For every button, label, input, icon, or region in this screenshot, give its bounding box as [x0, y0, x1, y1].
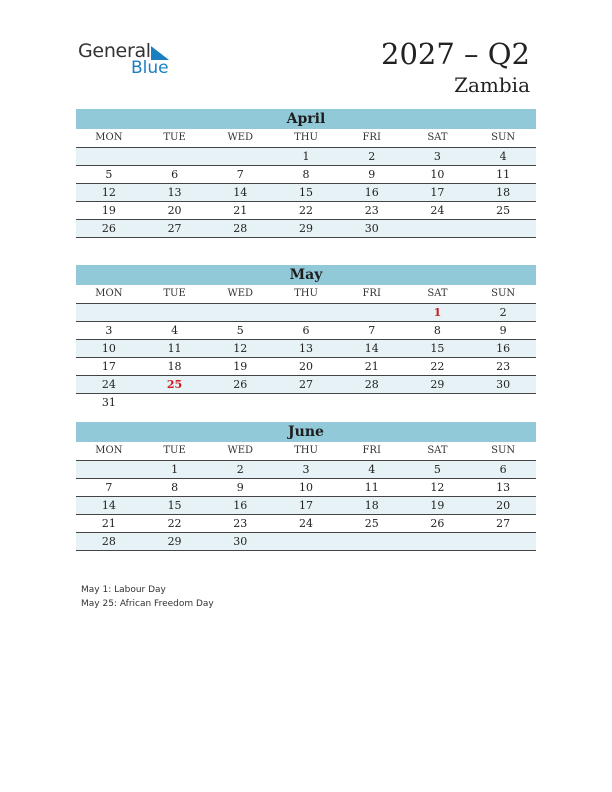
- day-cell: 1: [405, 304, 471, 322]
- day-cell: 14: [207, 184, 273, 202]
- weekday-header: WED: [207, 442, 273, 461]
- day-cell: 11: [142, 340, 208, 358]
- day-cell: 23: [339, 202, 405, 220]
- day-cell: 2: [470, 304, 536, 322]
- holiday-note: May 1: Labour Day: [81, 585, 166, 595]
- day-cell: 13: [142, 184, 208, 202]
- day-cell: 8: [405, 322, 471, 340]
- day-cell: 7: [207, 166, 273, 184]
- day-cell: 16: [339, 184, 405, 202]
- day-cell: 11: [470, 166, 536, 184]
- weekday-header: WED: [207, 129, 273, 148]
- day-cell: 2: [339, 148, 405, 166]
- day-cell: 24: [273, 515, 339, 533]
- empty-day-cell: [470, 394, 536, 411]
- day-cell: 28: [207, 220, 273, 238]
- weekday-header: SUN: [470, 442, 536, 461]
- weekday-header: THU: [273, 442, 339, 461]
- empty-day-cell: [207, 394, 273, 411]
- day-cell: 29: [405, 376, 471, 394]
- day-cell: 21: [339, 358, 405, 376]
- day-cell: 13: [273, 340, 339, 358]
- day-cell: 17: [273, 497, 339, 515]
- empty-day-cell: [207, 304, 273, 322]
- day-cell: 26: [76, 220, 142, 238]
- day-cell: 23: [207, 515, 273, 533]
- weekday-header: THU: [273, 285, 339, 304]
- day-cell: 16: [207, 497, 273, 515]
- day-cell: 30: [470, 376, 536, 394]
- empty-day-cell: [273, 533, 339, 551]
- month-calendar-june: [76, 422, 536, 551]
- day-cell: 26: [405, 515, 471, 533]
- empty-day-cell: [76, 461, 142, 479]
- empty-day-cell: [76, 304, 142, 322]
- day-cell: 30: [207, 533, 273, 551]
- day-cell: 3: [273, 461, 339, 479]
- day-cell: 2: [207, 461, 273, 479]
- day-cell: 29: [273, 220, 339, 238]
- day-cell: 8: [273, 166, 339, 184]
- logo-general-text: General: [78, 40, 151, 62]
- holiday-notes: [81, 583, 214, 611]
- day-cell: 8: [142, 479, 208, 497]
- empty-day-cell: [339, 304, 405, 322]
- day-cell: 11: [339, 479, 405, 497]
- day-grid: [76, 129, 536, 238]
- day-cell: 9: [207, 479, 273, 497]
- month-name: May: [76, 265, 536, 285]
- empty-day-cell: [339, 394, 405, 411]
- empty-day-cell: [405, 394, 471, 411]
- day-cell: 29: [142, 533, 208, 551]
- day-cell: 4: [142, 322, 208, 340]
- generalblue-logo: [78, 40, 178, 80]
- day-cell: 7: [76, 479, 142, 497]
- country-name: Zambia: [454, 73, 530, 97]
- day-cell: 18: [339, 497, 405, 515]
- day-cell: 24: [76, 376, 142, 394]
- day-cell: 6: [470, 461, 536, 479]
- day-cell: 18: [470, 184, 536, 202]
- day-cell: 1: [273, 148, 339, 166]
- day-grid: [76, 285, 536, 411]
- empty-day-cell: [273, 304, 339, 322]
- day-cell: 3: [76, 322, 142, 340]
- month-calendar-may: [76, 265, 536, 411]
- weekday-header: TUE: [142, 442, 208, 461]
- day-cell: 12: [76, 184, 142, 202]
- empty-day-cell: [207, 148, 273, 166]
- day-cell: 9: [339, 166, 405, 184]
- holiday-note: May 25: African Freedom Day: [81, 599, 214, 609]
- day-cell: 19: [76, 202, 142, 220]
- empty-day-cell: [142, 304, 208, 322]
- day-cell: 9: [470, 322, 536, 340]
- day-cell: 20: [273, 358, 339, 376]
- day-cell: 10: [273, 479, 339, 497]
- day-cell: 13: [470, 479, 536, 497]
- empty-day-cell: [142, 148, 208, 166]
- day-cell: 27: [273, 376, 339, 394]
- weekday-header: THU: [273, 129, 339, 148]
- day-cell: 27: [470, 515, 536, 533]
- day-cell: 16: [470, 340, 536, 358]
- day-cell: 21: [76, 515, 142, 533]
- empty-day-cell: [273, 394, 339, 411]
- weekday-header: MON: [76, 129, 142, 148]
- day-cell: 6: [142, 166, 208, 184]
- day-cell: 6: [273, 322, 339, 340]
- day-cell: 30: [339, 220, 405, 238]
- day-cell: 4: [470, 148, 536, 166]
- day-cell: 20: [470, 497, 536, 515]
- month-calendar-april: [76, 109, 536, 238]
- page-title: 2027 – Q2: [381, 37, 530, 71]
- empty-day-cell: [76, 148, 142, 166]
- empty-day-cell: [142, 394, 208, 411]
- day-cell: 3: [405, 148, 471, 166]
- day-cell: 20: [142, 202, 208, 220]
- day-cell: 17: [76, 358, 142, 376]
- day-cell: 12: [207, 340, 273, 358]
- weekday-header: WED: [207, 285, 273, 304]
- weekday-header: TUE: [142, 285, 208, 304]
- day-cell: 5: [207, 322, 273, 340]
- day-cell: 19: [405, 497, 471, 515]
- weekday-header: FRI: [339, 285, 405, 304]
- day-cell: 25: [470, 202, 536, 220]
- empty-day-cell: [405, 220, 471, 238]
- logo-blue-text: Blue: [131, 58, 169, 78]
- day-cell: 28: [76, 533, 142, 551]
- day-cell: 28: [339, 376, 405, 394]
- weekday-header: SUN: [470, 285, 536, 304]
- day-cell: 27: [142, 220, 208, 238]
- empty-day-cell: [470, 533, 536, 551]
- day-cell: 18: [142, 358, 208, 376]
- weekday-header: MON: [76, 285, 142, 304]
- weekday-header: SAT: [405, 129, 471, 148]
- day-cell: 7: [339, 322, 405, 340]
- weekday-header: SAT: [405, 285, 471, 304]
- day-cell: 15: [142, 497, 208, 515]
- weekday-header: FRI: [339, 442, 405, 461]
- day-cell: 1: [142, 461, 208, 479]
- day-cell: 17: [405, 184, 471, 202]
- month-name: June: [76, 422, 536, 442]
- weekday-header: SUN: [470, 129, 536, 148]
- day-cell: 22: [142, 515, 208, 533]
- day-cell: 10: [405, 166, 471, 184]
- month-name: April: [76, 109, 536, 129]
- day-cell: 12: [405, 479, 471, 497]
- weekday-header: TUE: [142, 129, 208, 148]
- day-cell: 5: [405, 461, 471, 479]
- day-cell: 25: [142, 376, 208, 394]
- day-cell: 21: [207, 202, 273, 220]
- day-cell: 10: [76, 340, 142, 358]
- day-cell: 23: [470, 358, 536, 376]
- weekday-header: FRI: [339, 129, 405, 148]
- day-cell: 31: [101, 396, 116, 409]
- day-cell: 15: [273, 184, 339, 202]
- day-cell: 14: [76, 497, 142, 515]
- day-grid: [76, 442, 536, 551]
- empty-day-cell: [470, 220, 536, 238]
- weekday-header: SAT: [405, 442, 471, 461]
- day-cell: 5: [76, 166, 142, 184]
- day-cell: 22: [405, 358, 471, 376]
- day-cell: 25: [339, 515, 405, 533]
- day-cell: 14: [339, 340, 405, 358]
- day-cell: 24: [405, 202, 471, 220]
- empty-day-cell: [339, 533, 405, 551]
- empty-day-cell: [405, 533, 471, 551]
- day-cell: 4: [339, 461, 405, 479]
- day-cell: 22: [273, 202, 339, 220]
- day-cell: 19: [207, 358, 273, 376]
- day-cell: 26: [207, 376, 273, 394]
- day-cell: 15: [405, 340, 471, 358]
- weekday-header: MON: [76, 442, 142, 461]
